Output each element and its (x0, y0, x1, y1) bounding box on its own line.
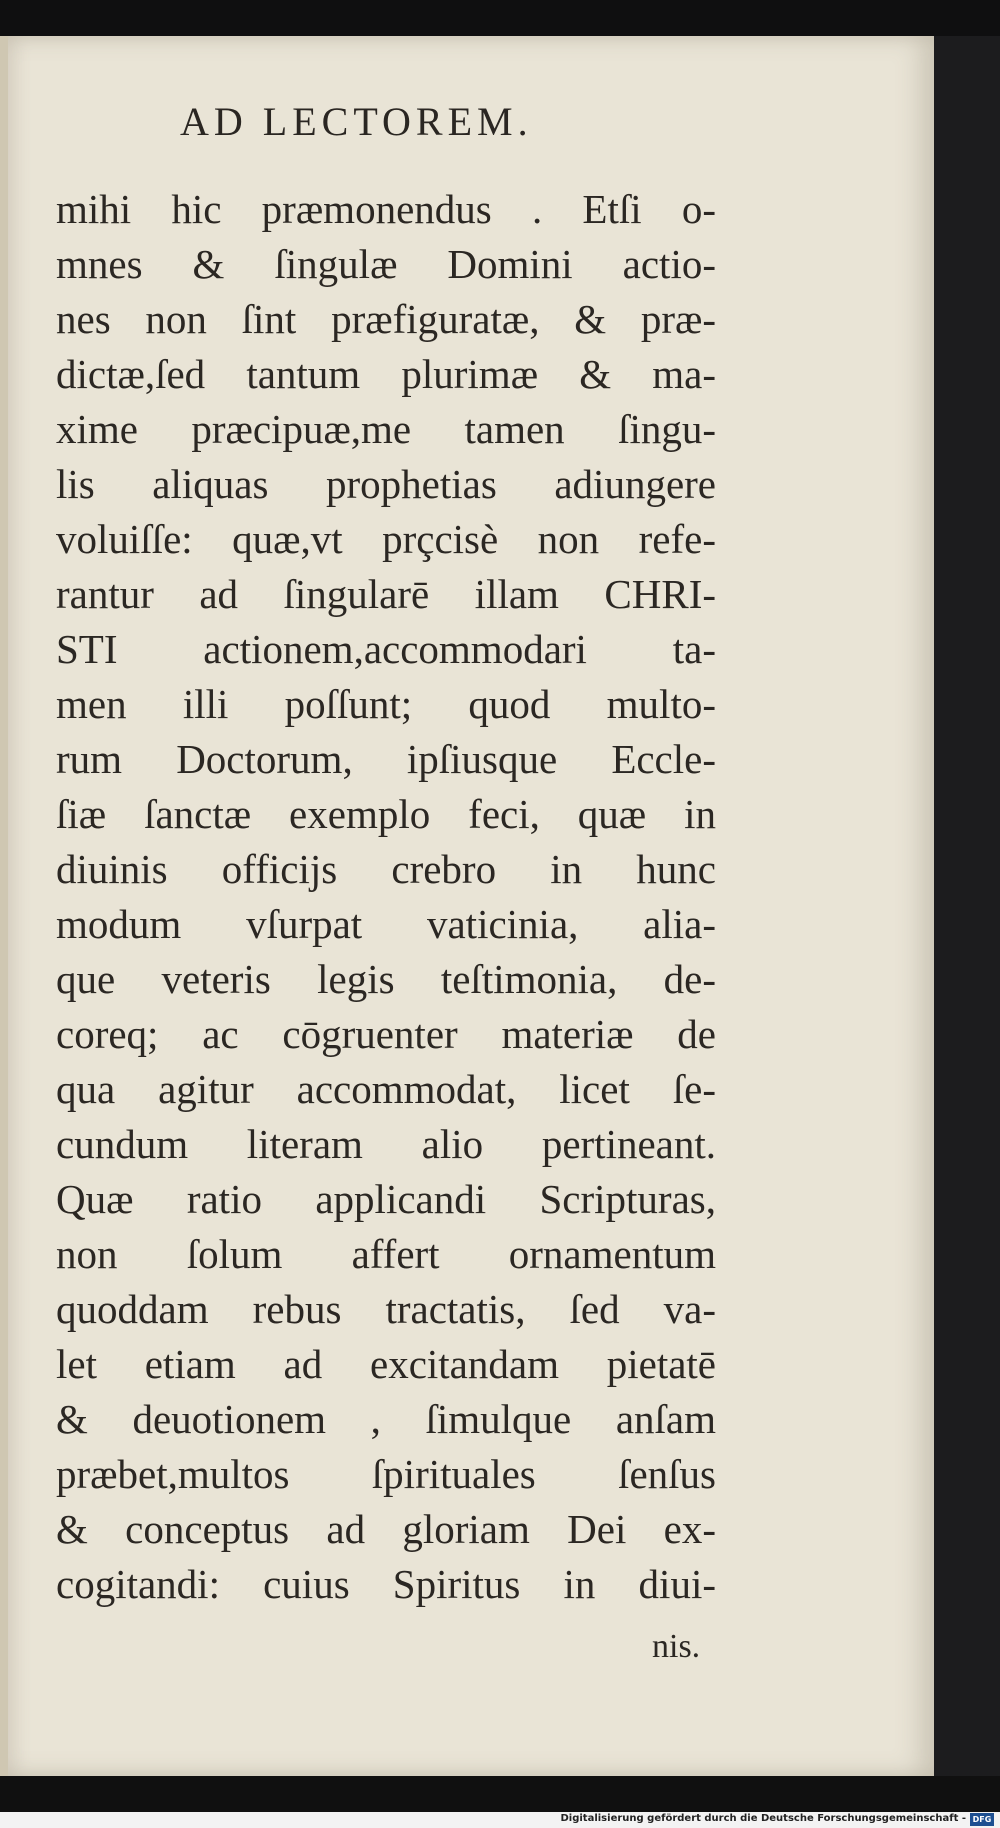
text-line: & conceptus ad gloriam Dei ex- (56, 1506, 716, 1552)
text-line: nes non ſint præfiguratæ, & præ- (56, 296, 716, 342)
text-line: cogitandi: cuius Spiritus in diui- (56, 1561, 716, 1607)
running-head: AD LECTOREM. (180, 99, 533, 144)
dfg-logo-icon: DFG (970, 1813, 994, 1826)
text-line: diuinis officijs crebro in hunc (56, 846, 716, 892)
text-line: xime præcipuæ,me tamen ſingu- (56, 406, 716, 452)
text-line: non ſolum affert ornamentum (56, 1231, 716, 1277)
text-line: voluiſſe: quæ,vt prçcisè non refe- (56, 516, 716, 562)
book-cover-edge (934, 36, 1000, 1776)
text-line: rum Doctorum, ipſiusque Eccle- (56, 736, 716, 782)
text-line: qua agitur accommodat, licet ſe- (56, 1066, 716, 1112)
text-line: mihi hic præmonendus . Etſi o- (56, 186, 716, 232)
catchword: nis. (652, 1628, 701, 1665)
text-line: lis aliquas prophetias adiungere (56, 461, 716, 507)
text-line: STI actionem,accommodari ta- (56, 626, 716, 672)
scan-bottom-border (0, 1776, 1000, 1812)
text-line: Quæ ratio applicandi Scripturas, (56, 1176, 716, 1222)
text-line: modum vſurpat vaticinia, alia- (56, 901, 716, 947)
text-line: ſiæ ſanctæ exemplo feci, quæ in (56, 791, 716, 837)
text-line: & deuotionem , ſimulque anſam (56, 1396, 716, 1442)
text-line: cundum literam alio pertineant. (56, 1121, 716, 1167)
scan-top-border (0, 0, 1000, 36)
text-line: dictæ,ſed tantum plurimæ & ma- (56, 351, 716, 397)
text-line: mnes & ſingulæ Domini actio- (56, 241, 716, 287)
text-line: quoddam rebus tractatis, ſed va- (56, 1286, 716, 1332)
digitization-credit: Digitalisierung gefördert durch die Deutsche Forschungsgemeinschaft - (560, 1813, 966, 1824)
text-line: men illi poſſunt; quod multo- (56, 681, 716, 727)
body-text (56, 182, 716, 1612)
text-line: que veteris legis teſtimonia, de- (56, 956, 716, 1002)
text-line: let etiam ad excitandam pietatē (56, 1341, 716, 1387)
text-line: rantur ad ſingularē illam CHRI- (56, 571, 716, 617)
text-line: coreq; ac cōgruenter materiæ de (56, 1011, 716, 1057)
text-line: præbet,multos ſpirituales ſenſus (56, 1451, 716, 1497)
